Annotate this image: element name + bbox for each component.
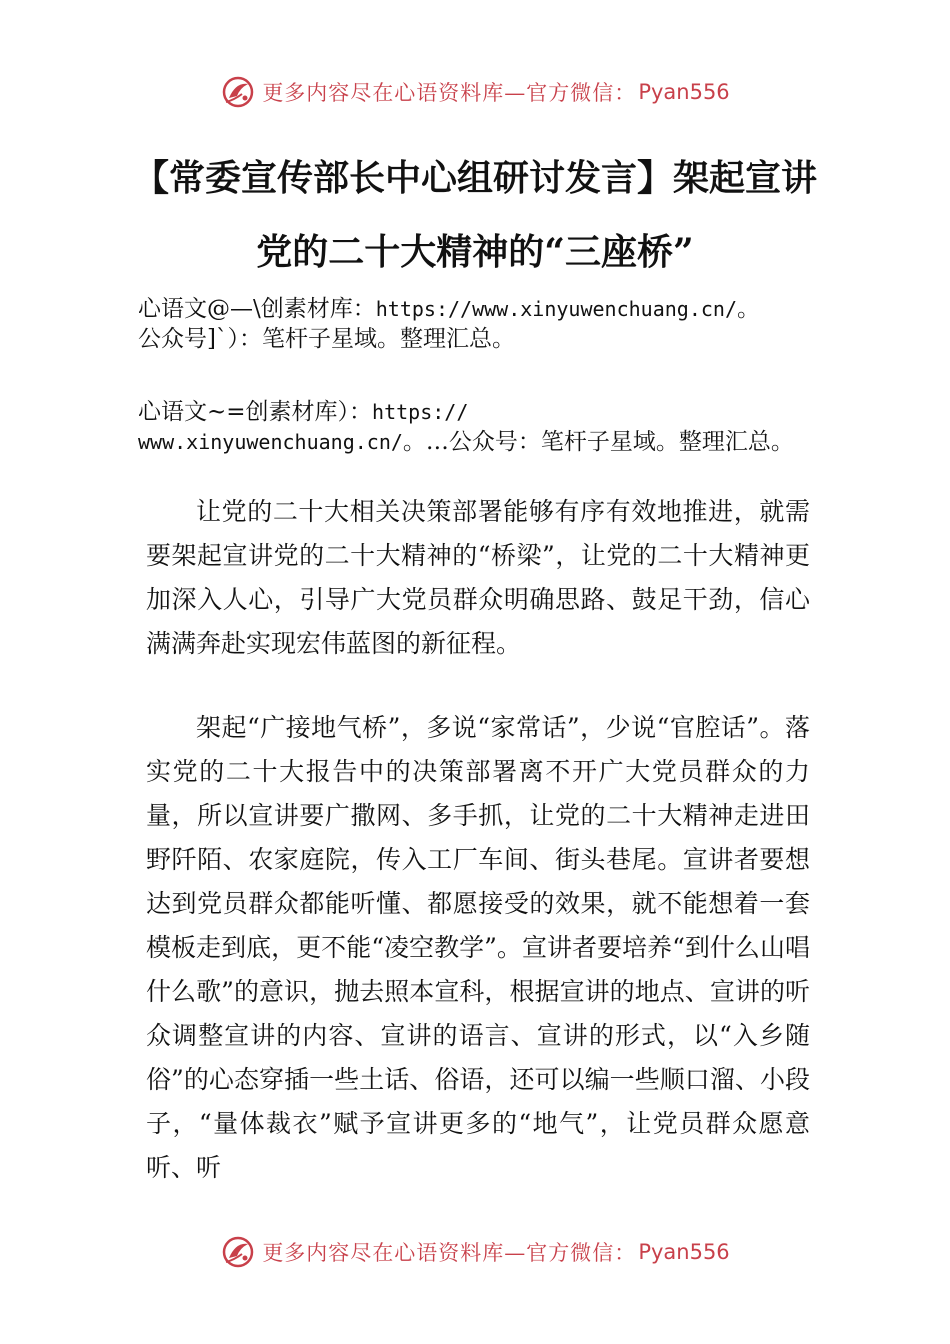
header-banner [0, 72, 950, 112]
source-account: 公众号]`）：笔杆子星域。整理汇总。 [138, 326, 515, 352]
body-paragraph-2: 架起“广接地气桥”，多说“家常话”，少说“官腔话”。落实党的二十大报告中的决策部署离不开广大党员群众的力量，所以宣讲要广撒网、多手抓，让党的二十大精神走进田野阡陌、农家庭院，传入工厂车间、街头巷尾。宣讲者要想达到党员群众都能听懂、都愿接受的效果，就不能想着一套模板走到底，更不能“凌空教学”。宣讲者要培养“到什么山唱什么歌”的意识，抛去照本宣科，根据宣讲的地点、宣讲的听众调整宣讲的内容、宣讲的语言、宣讲的形式，以“入乡随俗”的心态穿插一些土话、俗语，还可以编一些顺口溜、小段子，“量体裁衣”赋予宣讲更多的“地气”，让党员群众愿意听、听 [146, 713, 810, 1182]
source-url-part-2: www.xinyuwenchuang.cn/ [138, 430, 403, 454]
banner-text: 更多内容尽在心语资料库—官方微信： [262, 81, 637, 105]
body-paragraph-1: 让党的二十大相关决策部署能够有序有效地推进，就需要架起宣讲党的二十大精神的“桥梁”，让党的二十大精神更加深入人心，引导广大党员群众明确思路、鼓足干劲，信心满满奔赴实现宏伟蓝图的新征程。 [146, 497, 810, 658]
banner-text: 更多内容尽在心语资料库—官方微信： [262, 1241, 637, 1265]
source-note-1 [138, 294, 838, 354]
wechat-id: Pyan556 [638, 80, 730, 104]
footer-banner [0, 1232, 950, 1272]
source-account-2: 。…公众号：笔杆子星域。整理汇总。 [402, 429, 794, 455]
source-url: https://www.xinyuwenchuang.cn/ [375, 297, 737, 321]
source-label: 心语文@—\创素材库： [138, 296, 376, 322]
wechat-id: Pyan556 [638, 1240, 730, 1264]
document-title-line-2: 党的二十大精神的“三座桥” [256, 231, 694, 273]
source-period: 。 [736, 296, 760, 322]
document-title-line-1: 【常委宣传部长中心组研讨发言】架起宣讲 [132, 157, 817, 199]
xinyu-logo-icon [220, 1234, 256, 1270]
source-note-2 [138, 397, 838, 457]
xinyu-logo-icon [220, 74, 256, 110]
source-label-2: 心语文~=创素材库）： [138, 399, 373, 425]
source-url-part-1: https:// [372, 400, 469, 424]
